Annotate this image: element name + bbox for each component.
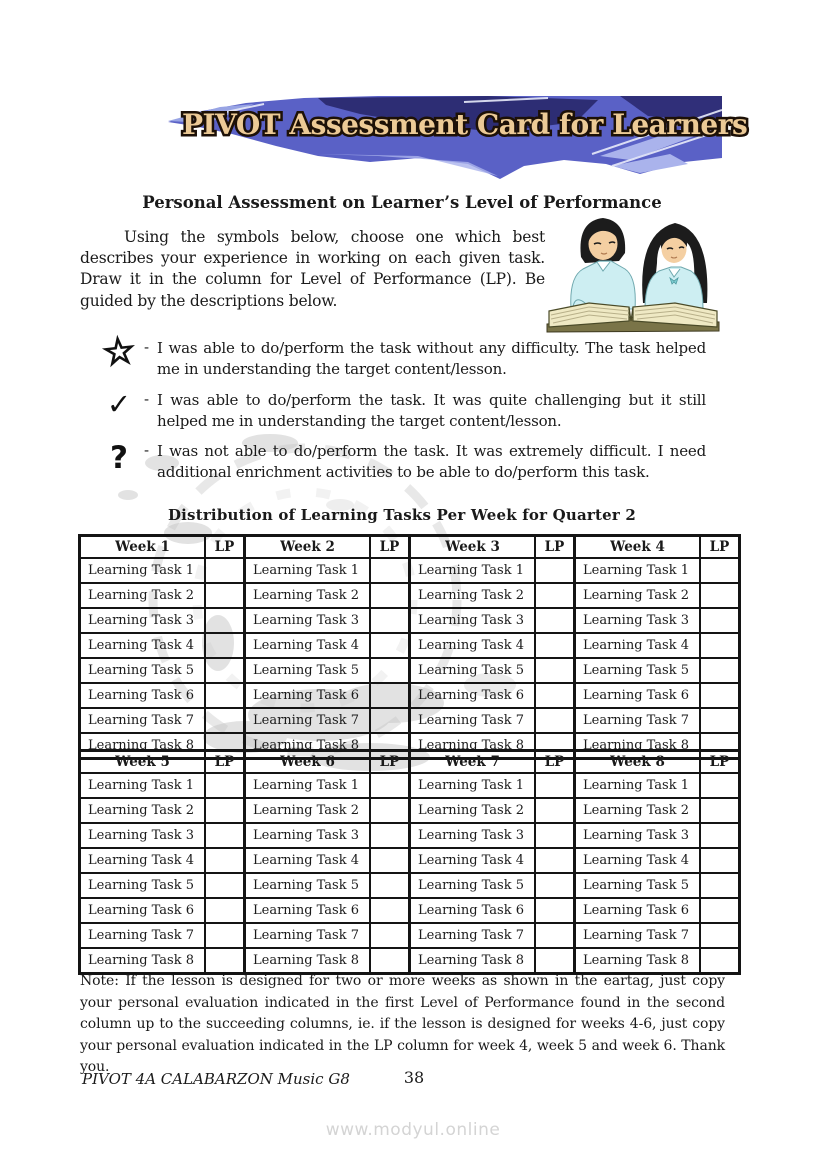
task-cell: Learning Task 8 <box>80 733 206 759</box>
task-cell: Learning Task 2 <box>410 583 536 608</box>
lp-value-cell <box>700 583 740 608</box>
table-title: Distribution of Learning Tasks Per Week for Quarter 2 <box>167 506 637 524</box>
lp-value-cell <box>700 848 740 873</box>
task-cell: Learning Task 7 <box>575 923 701 948</box>
lp-value-cell <box>700 608 740 633</box>
week-header-cell: Week 6 <box>245 751 371 774</box>
task-cell: Learning Task 7 <box>245 923 371 948</box>
lp-header-cell: LP <box>700 751 740 774</box>
lp-value-cell <box>205 608 245 633</box>
lp-value-cell <box>370 633 410 658</box>
lp-value-cell <box>535 558 575 583</box>
learning-tasks-table-weeks-1-4 <box>78 534 741 760</box>
task-cell: Learning Task 8 <box>575 733 701 759</box>
task-cell: Learning Task 7 <box>410 708 536 733</box>
lp-value-cell <box>535 633 575 658</box>
task-cell: Learning Task 5 <box>245 873 371 898</box>
task-cell: Learning Task 4 <box>80 633 206 658</box>
task-cell: Learning Task 7 <box>245 708 371 733</box>
task-cell: Learning Task 7 <box>575 708 701 733</box>
learning-tasks-table-weeks-5-8 <box>78 749 741 975</box>
task-cell: Learning Task 6 <box>80 898 206 923</box>
table-row <box>80 708 740 733</box>
lp-value-cell <box>205 923 245 948</box>
task-cell: Learning Task 8 <box>410 948 536 974</box>
dash: - <box>144 390 150 408</box>
task-cell: Learning Task 5 <box>410 873 536 898</box>
task-cell: Learning Task 1 <box>80 558 206 583</box>
lp-value-cell <box>535 658 575 683</box>
task-cell: Learning Task 5 <box>80 658 206 683</box>
dash: - <box>144 441 150 459</box>
task-cell: Learning Task 3 <box>80 823 206 848</box>
task-cell: Learning Task 4 <box>245 848 371 873</box>
task-cell: Learning Task 5 <box>410 658 536 683</box>
lp-value-cell <box>205 898 245 923</box>
lp-value-cell <box>205 823 245 848</box>
banner-title: PIVOT Assessment Card for Learners <box>182 108 748 141</box>
task-cell: Learning Task 2 <box>575 798 701 823</box>
task-cell: Learning Task 6 <box>410 683 536 708</box>
lp-value-cell <box>700 873 740 898</box>
lp-value-cell <box>700 683 740 708</box>
lp-value-cell <box>370 798 410 823</box>
table-header-row <box>80 751 740 774</box>
lp-value-cell <box>370 873 410 898</box>
task-cell: Learning Task 3 <box>80 608 206 633</box>
lp-value-cell <box>535 708 575 733</box>
lp-value-cell <box>370 708 410 733</box>
lp-value-cell <box>370 848 410 873</box>
lp-value-cell <box>370 558 410 583</box>
banner <box>168 96 748 180</box>
legend-text-check: I was able to do/perform the task. It was quite challenging but it still helped me in understanding the target content/lesson. <box>157 391 706 431</box>
task-cell: Learning Task 3 <box>410 823 536 848</box>
task-cell: Learning Task 4 <box>575 633 701 658</box>
lp-value-cell <box>205 683 245 708</box>
table-row <box>80 823 740 848</box>
lp-value-cell <box>535 923 575 948</box>
task-cell: Learning Task 5 <box>245 658 371 683</box>
question-mark-icon: ? <box>110 440 128 476</box>
lp-value-cell <box>370 823 410 848</box>
lp-value-cell <box>205 708 245 733</box>
dash: - <box>144 338 150 356</box>
task-cell: Learning Task 5 <box>80 873 206 898</box>
task-cell: Learning Task 1 <box>410 773 536 798</box>
task-cell: Learning Task 4 <box>245 633 371 658</box>
lp-value-cell <box>370 923 410 948</box>
task-cell: Learning Task 7 <box>80 708 206 733</box>
task-cell: Learning Task 1 <box>575 558 701 583</box>
page-number: 38 <box>403 1068 425 1087</box>
task-cell: Learning Task 6 <box>80 683 206 708</box>
lp-header-cell: LP <box>535 751 575 774</box>
task-cell: Learning Task 3 <box>245 823 371 848</box>
task-cell: Learning Task 1 <box>245 558 371 583</box>
lp-value-cell <box>370 608 410 633</box>
lp-value-cell <box>535 848 575 873</box>
task-cell: Learning Task 8 <box>575 948 701 974</box>
lp-header-cell: LP <box>205 536 245 559</box>
lp-value-cell <box>700 898 740 923</box>
task-cell: Learning Task 3 <box>245 608 371 633</box>
task-cell: Learning Task 3 <box>575 608 701 633</box>
legend-text-star: I was able to do/perform the task without any difficulty. The task helped me in understanding the target content/lesson. <box>157 339 706 379</box>
lp-value-cell <box>700 798 740 823</box>
lp-value-cell <box>535 583 575 608</box>
task-cell: Learning Task 8 <box>245 948 371 974</box>
lp-value-cell <box>700 923 740 948</box>
lp-value-cell <box>700 708 740 733</box>
lp-value-cell <box>535 873 575 898</box>
week-header-cell: Week 7 <box>410 751 536 774</box>
lp-value-cell <box>535 948 575 974</box>
task-cell: Learning Task 7 <box>80 923 206 948</box>
task-cell: Learning Task 3 <box>575 823 701 848</box>
task-cell: Learning Task 2 <box>410 798 536 823</box>
table-row <box>80 608 740 633</box>
lp-value-cell <box>370 583 410 608</box>
lp-value-cell <box>535 898 575 923</box>
lp-header-cell: LP <box>535 536 575 559</box>
task-cell: Learning Task 1 <box>245 773 371 798</box>
legend-item-check <box>98 387 708 433</box>
table-row <box>80 583 740 608</box>
check-icon: ✓ <box>106 387 132 421</box>
task-cell: Learning Task 2 <box>575 583 701 608</box>
site-watermark-text: www.modyul.online <box>325 1120 501 1140</box>
table-row <box>80 923 740 948</box>
task-cell: Learning Task 6 <box>575 683 701 708</box>
lp-value-cell <box>535 823 575 848</box>
lp-value-cell <box>700 948 740 974</box>
lp-value-cell <box>205 583 245 608</box>
task-cell: Learning Task 4 <box>80 848 206 873</box>
task-cell: Learning Task 8 <box>80 948 206 974</box>
table-row <box>80 948 740 974</box>
table-header-row <box>80 536 740 559</box>
lp-value-cell <box>205 658 245 683</box>
lp-value-cell <box>700 658 740 683</box>
lp-value-cell <box>370 898 410 923</box>
table-row <box>80 798 740 823</box>
lp-value-cell <box>205 848 245 873</box>
lp-value-cell <box>535 683 575 708</box>
lp-header-cell: LP <box>700 536 740 559</box>
task-cell: Learning Task 4 <box>410 633 536 658</box>
table-row <box>80 848 740 873</box>
table-row <box>80 633 740 658</box>
task-cell: Learning Task 6 <box>410 898 536 923</box>
task-cell: Learning Task 6 <box>245 898 371 923</box>
table-row <box>80 683 740 708</box>
task-cell: Learning Task 7 <box>410 923 536 948</box>
lp-value-cell <box>700 633 740 658</box>
lp-value-cell <box>535 773 575 798</box>
footer-module-label: PIVOT 4A CALABARZON Music G8 <box>82 1070 350 1088</box>
page-title: Personal Assessment on Learner’s Level of Performance <box>142 193 662 212</box>
table-row <box>80 773 740 798</box>
week-header-cell: Week 4 <box>575 536 701 559</box>
task-cell: Learning Task 2 <box>80 583 206 608</box>
lp-value-cell <box>700 823 740 848</box>
week-header-cell: Week 3 <box>410 536 536 559</box>
lp-value-cell <box>700 773 740 798</box>
task-cell: Learning Task 1 <box>80 773 206 798</box>
lp-value-cell <box>370 683 410 708</box>
task-cell: Learning Task 2 <box>80 798 206 823</box>
task-cell: Learning Task 8 <box>245 733 371 759</box>
task-cell: Learning Task 3 <box>410 608 536 633</box>
task-cell: Learning Task 4 <box>410 848 536 873</box>
task-cell: Learning Task 2 <box>245 798 371 823</box>
star-icon: ☆ <box>100 328 138 375</box>
lp-value-cell <box>535 608 575 633</box>
lp-value-cell <box>700 558 740 583</box>
lp-header-cell: LP <box>370 751 410 774</box>
lp-value-cell <box>205 948 245 974</box>
note-paragraph: Note: If the lesson is designed for two or more weeks as shown in the eartag, just copy your personal evaluation indicated in the first Level of Performance found in the second column up to the succeeding columns, ie. if the lesson is designed for weeks 4-6, just copy your personal evaluation indicated in the LP column for week 4, week 5 and week 6. Thank you. <box>80 973 725 1075</box>
task-cell: Learning Task 5 <box>575 873 701 898</box>
lp-value-cell <box>370 658 410 683</box>
task-cell: Learning Task 6 <box>575 898 701 923</box>
week-header-cell: Week 5 <box>80 751 206 774</box>
task-cell: Learning Task 4 <box>575 848 701 873</box>
lp-header-cell: LP <box>205 751 245 774</box>
legend-item-question <box>98 441 708 484</box>
lp-value-cell <box>535 798 575 823</box>
task-cell: Learning Task 1 <box>410 558 536 583</box>
lp-header-cell: LP <box>370 536 410 559</box>
lp-value-cell <box>370 948 410 974</box>
students-reading-illustration <box>541 211 724 335</box>
task-cell: Learning Task 5 <box>575 658 701 683</box>
lp-value-cell <box>205 873 245 898</box>
week-header-cell: Week 1 <box>80 536 206 559</box>
table-row <box>80 873 740 898</box>
task-cell: Learning Task 6 <box>245 683 371 708</box>
task-cell: Learning Task 1 <box>575 773 701 798</box>
intro-paragraph: Using the symbols below, choose one which best describes your experience in working on each given task. Draw it in the column for Level of Performance (LP). Be guided by the descriptions below. <box>80 228 545 310</box>
table-row <box>80 658 740 683</box>
task-cell: Learning Task 8 <box>410 733 536 759</box>
task-cell: Learning Task 2 <box>245 583 371 608</box>
week-header-cell: Week 8 <box>575 751 701 774</box>
lp-value-cell <box>205 558 245 583</box>
table-row <box>80 558 740 583</box>
lp-value-cell <box>370 773 410 798</box>
lp-value-cell <box>205 633 245 658</box>
legend-text-question: I was not able to do/perform the task. It was extremely difficult. I need additional enrichment activities to be able to do/perform this task. <box>157 442 706 482</box>
table-row <box>80 898 740 923</box>
lp-value-cell <box>205 773 245 798</box>
lp-value-cell <box>205 798 245 823</box>
week-header-cell: Week 2 <box>245 536 371 559</box>
legend-item-star <box>98 328 708 381</box>
